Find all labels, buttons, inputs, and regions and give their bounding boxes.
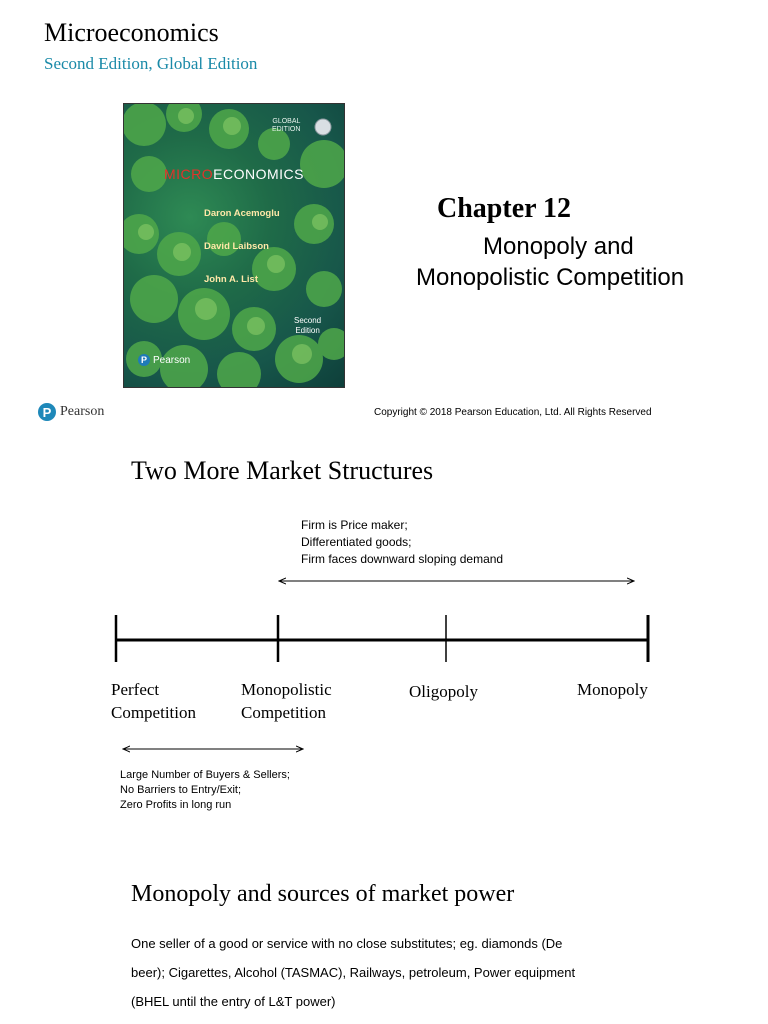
label-line: Perfect: [111, 680, 160, 699]
price-maker-note: [301, 517, 503, 568]
chapter-title-line2: Monopolistic Competition: [416, 264, 685, 291]
cover-publisher: [138, 354, 190, 366]
body-line: beer); Cigarettes, Alcohol (TASMAC), Railways, petroleum, Power equipment: [131, 965, 576, 980]
cover-title-red: MICRO: [164, 166, 214, 182]
note-line: Differentiated goods;: [301, 535, 412, 549]
book-subtitle: Second Edition, Global Edition: [44, 54, 258, 73]
pearson-logo-text: Pearson: [60, 404, 105, 419]
note-line: No Barriers to Entry/Exit;: [120, 784, 242, 796]
book-cover-image: [123, 103, 345, 388]
body-line: One seller of a good or service with no close substitutes; eg. diamonds (De: [131, 936, 563, 951]
global-edition-badge: [272, 118, 300, 134]
cover-authors: [204, 186, 280, 307]
label-line: Competition: [111, 703, 196, 722]
global-label: GLOBAL: [272, 118, 301, 125]
note-line: Firm faces downward sloping demand: [301, 552, 504, 566]
label-perfect-competition: [111, 678, 196, 724]
label-oligopoly: Oligopoly: [409, 682, 478, 701]
note-line: Large Number of Buyers & Sellers;: [120, 769, 290, 781]
book-title: Microeconomics: [44, 18, 219, 47]
note-line: Zero Profits in long run: [120, 799, 232, 811]
pearson-logo-icon: P: [138, 354, 150, 366]
slide-title: Monopoly and sources of market power: [131, 881, 515, 907]
note-line: Firm is Price maker;: [301, 518, 408, 532]
cover-author: David Laibson: [204, 241, 269, 252]
pearson-footer-logo: [38, 403, 104, 421]
cover-edition: [294, 316, 321, 336]
edition-line: Second: [294, 316, 322, 325]
cover-author: Daron Acemoglu: [204, 208, 280, 219]
copyright-notice: Copyright © 2018 Pearson Education, Ltd. All Rights Reserved: [374, 407, 652, 418]
cover-author: John A. List: [204, 274, 259, 285]
label-monopoly: Monopoly: [577, 680, 648, 699]
label-line: Monopolistic: [241, 680, 332, 699]
pearson-logo-icon: P: [38, 403, 56, 421]
perfect-competition-note: [120, 768, 290, 813]
monopoly-description: [131, 929, 651, 1016]
chapter-number: Chapter 12: [437, 193, 572, 224]
edition-label: EDITION: [272, 126, 301, 133]
slide-title: Two More Market Structures: [131, 456, 434, 485]
cover-publisher-name: Pearson: [153, 354, 191, 366]
market-structure-spectrum: [0, 570, 768, 760]
cover-title: [164, 166, 304, 182]
label-monopolistic-competition: [241, 678, 332, 724]
label-line: Competition: [241, 703, 326, 722]
body-line: (BHEL until the entry of L&T power): [131, 994, 336, 1009]
chapter-title-line1: Monopoly and: [483, 233, 634, 260]
edition-line: Edition: [295, 326, 320, 335]
cover-title-white: ECONOMICS: [213, 166, 305, 182]
